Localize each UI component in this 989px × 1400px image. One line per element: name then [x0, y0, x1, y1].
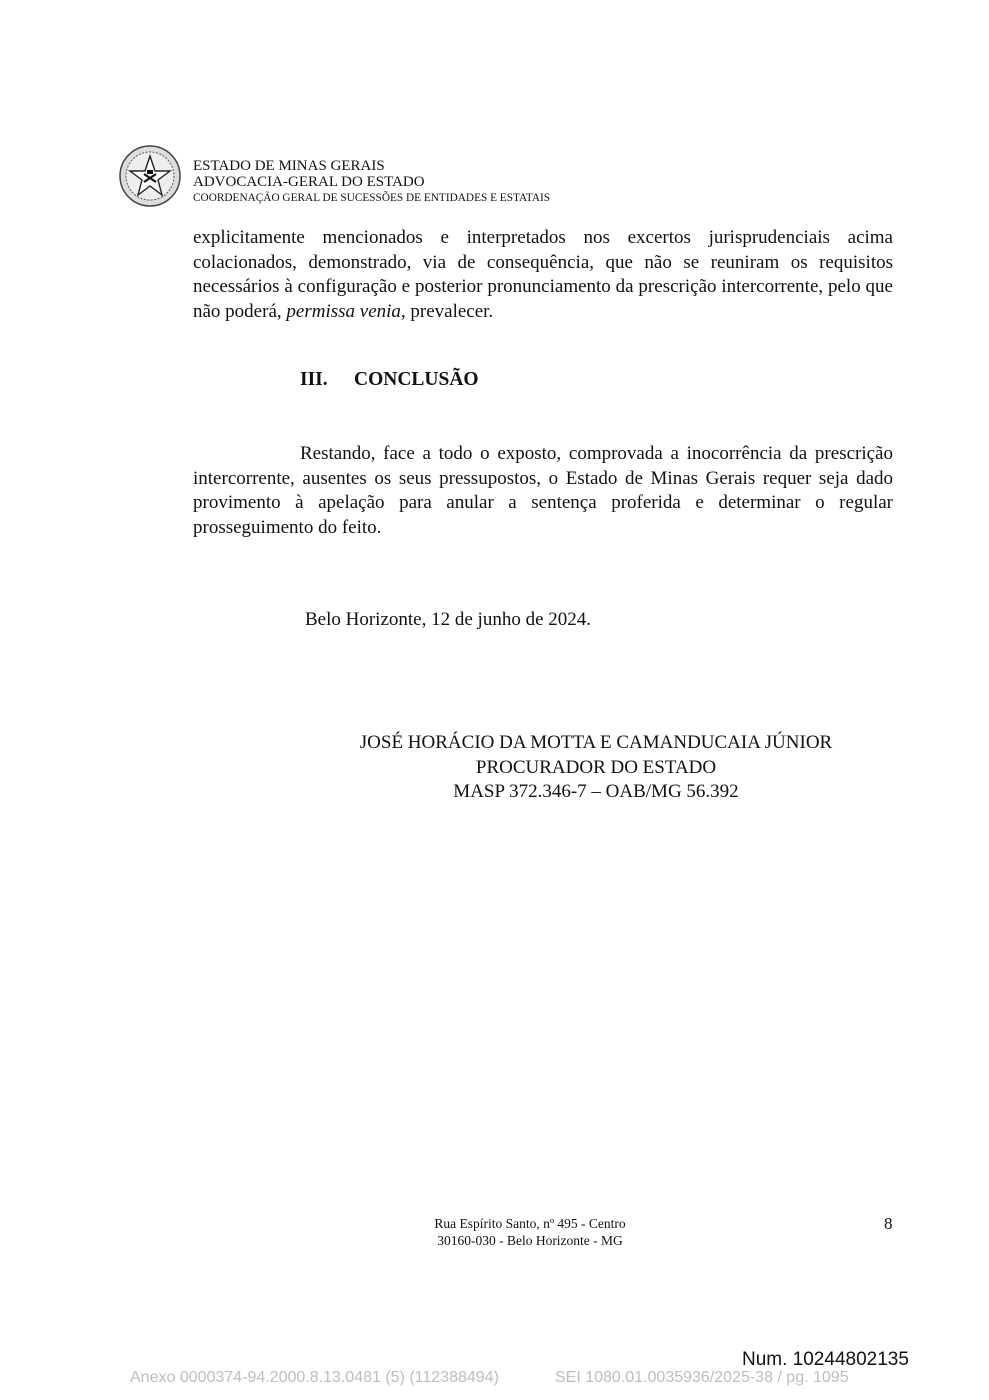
signature-block	[290, 731, 902, 805]
paragraph-request: Restando, face a todo o exposto, comprovada a inocorrência da prescrição intercorrente, ausentes os seus pressupostos, o Estado de Minas Gerais requer seja dado provimento à apelação para anular a sentença proferida e determinar o regular prosseguimento do feito.	[193, 443, 893, 538]
signatory-title: PROCURADOR DO ESTADO	[475, 756, 717, 778]
annex-id: Anexo 0000374-94.2000.8.13.0481 (5) (112388494)	[130, 1369, 499, 1386]
signatory-name: JOSÉ HORÁCIO DA MOTTA E CAMANDUCAIA JÚNIOR	[359, 732, 833, 753]
address-line-1: Rua Espírito Santo, nº 495 - Centro	[434, 1216, 626, 1231]
section-title: CONCLUSÃO	[354, 369, 479, 390]
coat-of-arms-icon	[118, 144, 182, 208]
header-state: ESTADO DE MINAS GERAIS	[193, 158, 385, 174]
page-number: 8	[884, 1214, 893, 1233]
address-line-2: 30160-030 - Belo Horizonte - MG	[437, 1233, 623, 1248]
letterhead	[193, 158, 550, 206]
paragraph-conclusion-argument	[193, 226, 893, 324]
footer-address	[380, 1215, 680, 1249]
paragraph-text: explicitamente mencionados e interpretados nos excertos jurisprudenciais acima colacionados, demonstrado, via de consequência, que não se reuniram os requisitos necessários à configuração e posterior pronunciamento da prescrição intercorrente, pelo que não poderá,	[193, 227, 893, 322]
document-number-stamp: Num. 10244802135	[742, 1349, 909, 1370]
header-department: COORDENAÇÃO GERAL DE SUCESSÕES DE ENTIDADES E ESTATAIS	[193, 192, 551, 204]
signatory-registration: MASP 372.346-7 – OAB/MG 56.392	[453, 781, 739, 802]
paragraph-italic-text: permissa venia	[286, 300, 401, 322]
section-heading	[300, 369, 479, 391]
paragraph-text-end: , prevalecer.	[400, 300, 494, 322]
sei-id: SEI 1080.01.0035936/2025-38 / pg. 1095	[555, 1369, 849, 1386]
place-date: Belo Horizonte, 12 de junho de 2024.	[305, 609, 592, 630]
header-agency: ADVOCACIA-GERAL DO ESTADO	[193, 174, 425, 190]
annex-stamp	[130, 1369, 849, 1387]
section-number: III.	[300, 369, 328, 390]
